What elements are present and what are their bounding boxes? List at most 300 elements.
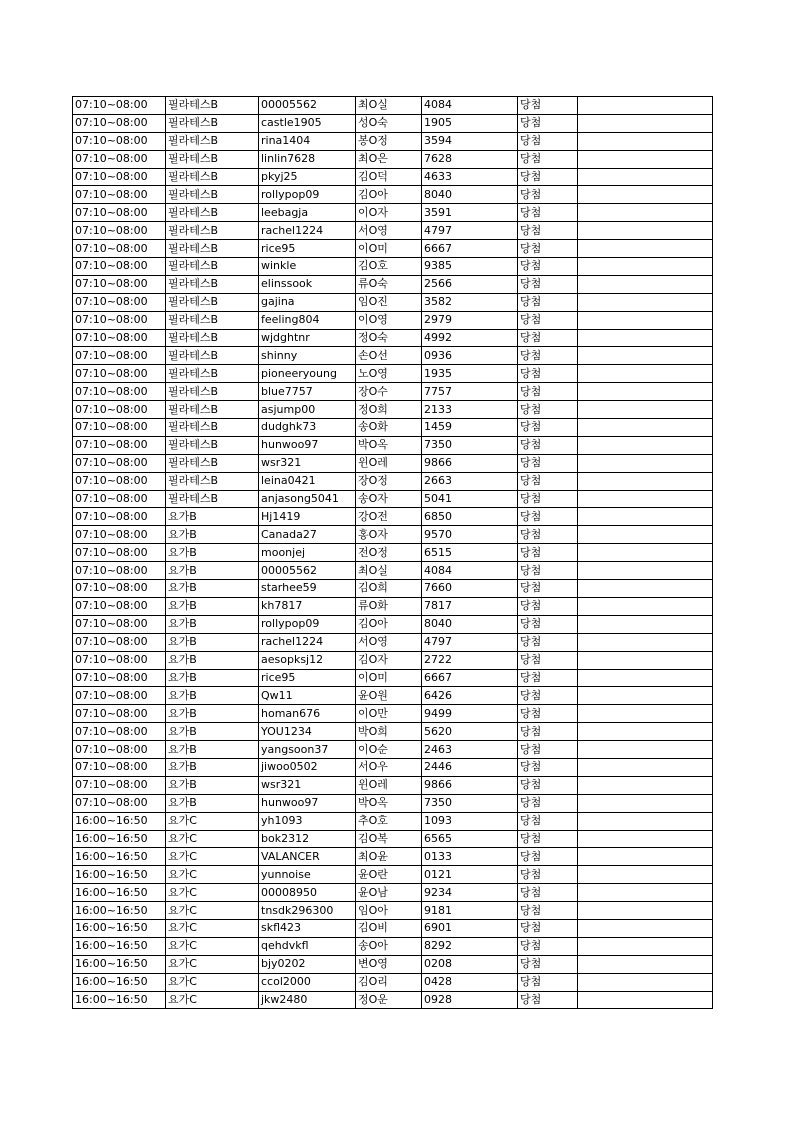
table-row [73, 919, 713, 937]
class-name-cell: 필라테스B [166, 436, 259, 454]
note-cell [578, 436, 713, 454]
note-cell [578, 687, 713, 705]
class-name-cell: 요가B [166, 526, 259, 544]
result-cell: 당첨 [518, 311, 578, 329]
table-row [73, 419, 713, 437]
note-cell [578, 490, 713, 508]
time-slot-cell: 07:10~08:00 [73, 329, 166, 347]
time-slot-cell: 07:10~08:00 [73, 615, 166, 633]
time-slot-cell: 07:10~08:00 [73, 454, 166, 472]
note-cell [578, 794, 713, 812]
result-cell: 당첨 [518, 150, 578, 168]
masked-name-cell: 최O은 [356, 150, 422, 168]
user-id-cell: skfl423 [259, 919, 356, 937]
table-row [73, 347, 713, 365]
result-cell: 당첨 [518, 240, 578, 258]
class-name-cell: 필라테스B [166, 275, 259, 293]
user-id-cell: homan676 [259, 705, 356, 723]
class-name-cell: 요가C [166, 937, 259, 955]
user-id-cell: gajina [259, 293, 356, 311]
masked-name-cell: 정O숙 [356, 329, 422, 347]
user-id-cell: leina0421 [259, 472, 356, 490]
phone-digits-cell: 2566 [422, 275, 518, 293]
masked-name-cell: 이O미 [356, 240, 422, 258]
result-cell: 당첨 [518, 222, 578, 240]
user-id-cell: wsr321 [259, 454, 356, 472]
result-cell: 당첨 [518, 794, 578, 812]
class-name-cell: 요가B [166, 758, 259, 776]
user-id-cell: feeling804 [259, 311, 356, 329]
phone-digits-cell: 3594 [422, 132, 518, 150]
table-row [73, 275, 713, 293]
class-name-cell: 요가B [166, 741, 259, 759]
table-row [73, 204, 713, 222]
note-cell [578, 848, 713, 866]
time-slot-cell: 16:00~16:50 [73, 919, 166, 937]
user-id-cell: rachel1224 [259, 633, 356, 651]
class-name-cell: 필라테스B [166, 186, 259, 204]
masked-name-cell: 서O우 [356, 758, 422, 776]
result-cell: 당첨 [518, 562, 578, 580]
masked-name-cell: 김O호 [356, 258, 422, 276]
note-cell [578, 902, 713, 920]
result-cell: 당첨 [518, 293, 578, 311]
user-id-cell: bok2312 [259, 830, 356, 848]
masked-name-cell: 윈O레 [356, 776, 422, 794]
time-slot-cell: 07:10~08:00 [73, 597, 166, 615]
masked-name-cell: 김O아 [356, 615, 422, 633]
masked-name-cell: 정O희 [356, 401, 422, 419]
masked-name-cell: 임O진 [356, 293, 422, 311]
time-slot-cell: 16:00~16:50 [73, 830, 166, 848]
class-name-cell: 필라테스B [166, 419, 259, 437]
result-cell: 당첨 [518, 973, 578, 991]
note-cell [578, 150, 713, 168]
phone-digits-cell: 7628 [422, 150, 518, 168]
result-cell: 당첨 [518, 436, 578, 454]
class-name-cell: 필라테스B [166, 454, 259, 472]
result-cell: 당첨 [518, 526, 578, 544]
user-id-cell: wsr321 [259, 776, 356, 794]
table-row [73, 365, 713, 383]
user-id-cell: rina1404 [259, 132, 356, 150]
class-name-cell: 필라테스B [166, 114, 259, 132]
phone-digits-cell: 9499 [422, 705, 518, 723]
masked-name-cell: 이O자 [356, 204, 422, 222]
result-cell: 당첨 [518, 991, 578, 1009]
table-row [73, 884, 713, 902]
note-cell [578, 633, 713, 651]
result-cell: 당첨 [518, 937, 578, 955]
table-row [73, 168, 713, 186]
table-row [73, 240, 713, 258]
masked-name-cell: 장O수 [356, 383, 422, 401]
phone-digits-cell: 6667 [422, 240, 518, 258]
user-id-cell: pkyj25 [259, 168, 356, 186]
time-slot-cell: 07:10~08:00 [73, 311, 166, 329]
time-slot-cell: 07:10~08:00 [73, 186, 166, 204]
phone-digits-cell: 4084 [422, 562, 518, 580]
result-cell: 당첨 [518, 669, 578, 687]
note-cell [578, 991, 713, 1009]
class-name-cell: 요가C [166, 848, 259, 866]
user-id-cell: rice95 [259, 240, 356, 258]
table-row [73, 830, 713, 848]
table-row [73, 580, 713, 598]
class-name-cell: 요가B [166, 776, 259, 794]
phone-digits-cell: 6515 [422, 544, 518, 562]
user-id-cell: winkle [259, 258, 356, 276]
user-id-cell: pioneeryoung [259, 365, 356, 383]
class-name-cell: 요가B [166, 597, 259, 615]
table-row [73, 812, 713, 830]
note-cell [578, 401, 713, 419]
masked-name-cell: 박O희 [356, 723, 422, 741]
result-cell: 당첨 [518, 472, 578, 490]
user-id-cell: jkw2480 [259, 991, 356, 1009]
user-id-cell: linlin7628 [259, 150, 356, 168]
time-slot-cell: 16:00~16:50 [73, 955, 166, 973]
phone-digits-cell: 6667 [422, 669, 518, 687]
phone-digits-cell: 1935 [422, 365, 518, 383]
phone-digits-cell: 7757 [422, 383, 518, 401]
class-name-cell: 요가C [166, 919, 259, 937]
phone-digits-cell: 0928 [422, 991, 518, 1009]
user-id-cell: wjdghtnr [259, 329, 356, 347]
result-cell: 당첨 [518, 758, 578, 776]
note-cell [578, 186, 713, 204]
time-slot-cell: 07:10~08:00 [73, 222, 166, 240]
phone-digits-cell: 8040 [422, 186, 518, 204]
masked-name-cell: 이O미 [356, 669, 422, 687]
time-slot-cell: 16:00~16:50 [73, 902, 166, 920]
user-id-cell: elinssook [259, 275, 356, 293]
masked-name-cell: 김O리 [356, 973, 422, 991]
masked-name-cell: 김O비 [356, 919, 422, 937]
result-cell: 당첨 [518, 168, 578, 186]
table-row [73, 758, 713, 776]
time-slot-cell: 07:10~08:00 [73, 168, 166, 186]
time-slot-cell: 07:10~08:00 [73, 258, 166, 276]
user-id-cell: qehdvkfl [259, 937, 356, 955]
user-id-cell: hunwoo97 [259, 436, 356, 454]
table-row [73, 937, 713, 955]
user-id-cell: starhee59 [259, 580, 356, 598]
phone-digits-cell: 5041 [422, 490, 518, 508]
time-slot-cell: 07:10~08:00 [73, 741, 166, 759]
result-cell: 당첨 [518, 919, 578, 937]
note-cell [578, 776, 713, 794]
masked-name-cell: 변O영 [356, 955, 422, 973]
class-name-cell: 필라테스B [166, 132, 259, 150]
phone-digits-cell: 4084 [422, 97, 518, 115]
class-name-cell: 필라테스B [166, 222, 259, 240]
masked-name-cell: 김O희 [356, 580, 422, 598]
masked-name-cell: 김O자 [356, 651, 422, 669]
user-id-cell: jiwoo0502 [259, 758, 356, 776]
phone-digits-cell: 6565 [422, 830, 518, 848]
phone-digits-cell: 1459 [422, 419, 518, 437]
masked-name-cell: 장O정 [356, 472, 422, 490]
phone-digits-cell: 0428 [422, 973, 518, 991]
phone-digits-cell: 3591 [422, 204, 518, 222]
note-cell [578, 955, 713, 973]
time-slot-cell: 07:10~08:00 [73, 776, 166, 794]
masked-name-cell: 윈O레 [356, 454, 422, 472]
user-id-cell: dudghk73 [259, 419, 356, 437]
phone-digits-cell: 4992 [422, 329, 518, 347]
note-cell [578, 705, 713, 723]
masked-name-cell: 김O덕 [356, 168, 422, 186]
user-id-cell: Qw11 [259, 687, 356, 705]
time-slot-cell: 16:00~16:50 [73, 973, 166, 991]
note-cell [578, 741, 713, 759]
table-row [73, 401, 713, 419]
result-cell: 당첨 [518, 597, 578, 615]
time-slot-cell: 16:00~16:50 [73, 991, 166, 1009]
note-cell [578, 884, 713, 902]
table-row [73, 562, 713, 580]
phone-digits-cell: 0121 [422, 866, 518, 884]
user-id-cell: VALANCER [259, 848, 356, 866]
table-row [73, 902, 713, 920]
note-cell [578, 472, 713, 490]
class-name-cell: 요가B [166, 794, 259, 812]
time-slot-cell: 16:00~16:50 [73, 866, 166, 884]
phone-digits-cell: 7660 [422, 580, 518, 598]
table-row [73, 633, 713, 651]
result-cell: 당첨 [518, 848, 578, 866]
time-slot-cell: 07:10~08:00 [73, 347, 166, 365]
note-cell [578, 669, 713, 687]
phone-digits-cell: 7817 [422, 597, 518, 615]
masked-name-cell: 손O선 [356, 347, 422, 365]
note-cell [578, 580, 713, 598]
phone-digits-cell: 8040 [422, 615, 518, 633]
phone-digits-cell: 8292 [422, 937, 518, 955]
table-row [73, 454, 713, 472]
note-cell [578, 365, 713, 383]
phone-digits-cell: 6901 [422, 919, 518, 937]
user-id-cell: yh1093 [259, 812, 356, 830]
time-slot-cell: 16:00~16:50 [73, 812, 166, 830]
result-cell: 당첨 [518, 723, 578, 741]
table-row [73, 508, 713, 526]
note-cell [578, 293, 713, 311]
user-id-cell: hunwoo97 [259, 794, 356, 812]
table-row [73, 597, 713, 615]
result-cell: 당첨 [518, 544, 578, 562]
result-cell: 당첨 [518, 275, 578, 293]
masked-name-cell: 정O운 [356, 991, 422, 1009]
note-cell [578, 258, 713, 276]
table-row [73, 293, 713, 311]
masked-name-cell: 류O숙 [356, 275, 422, 293]
time-slot-cell: 07:10~08:00 [73, 293, 166, 311]
time-slot-cell: 07:10~08:00 [73, 490, 166, 508]
phone-digits-cell: 6850 [422, 508, 518, 526]
table-row [73, 794, 713, 812]
table-row [73, 526, 713, 544]
result-cell: 당첨 [518, 454, 578, 472]
phone-digits-cell: 2463 [422, 741, 518, 759]
time-slot-cell: 07:10~08:00 [73, 633, 166, 651]
class-name-cell: 요가C [166, 884, 259, 902]
note-cell [578, 937, 713, 955]
note-cell [578, 723, 713, 741]
note-cell [578, 651, 713, 669]
class-name-cell: 요가C [166, 866, 259, 884]
table-row [73, 97, 713, 115]
user-id-cell: Hj1419 [259, 508, 356, 526]
table-row [73, 651, 713, 669]
note-cell [578, 311, 713, 329]
class-name-cell: 요가C [166, 991, 259, 1009]
time-slot-cell: 07:10~08:00 [73, 240, 166, 258]
phone-digits-cell: 1905 [422, 114, 518, 132]
class-name-cell: 필라테스B [166, 293, 259, 311]
winner-table-body [73, 97, 713, 1009]
class-name-cell: 요가B [166, 615, 259, 633]
table-row [73, 669, 713, 687]
phone-digits-cell: 9866 [422, 454, 518, 472]
note-cell [578, 383, 713, 401]
class-name-cell: 요가B [166, 508, 259, 526]
note-cell [578, 114, 713, 132]
phone-digits-cell: 0208 [422, 955, 518, 973]
table-row [73, 258, 713, 276]
time-slot-cell: 07:10~08:00 [73, 275, 166, 293]
phone-digits-cell: 4797 [422, 222, 518, 240]
class-name-cell: 필라테스B [166, 168, 259, 186]
user-id-cell: 00008950 [259, 884, 356, 902]
phone-digits-cell: 1093 [422, 812, 518, 830]
result-cell: 당첨 [518, 401, 578, 419]
time-slot-cell: 07:10~08:00 [73, 544, 166, 562]
note-cell [578, 562, 713, 580]
result-cell: 당첨 [518, 830, 578, 848]
table-row [73, 848, 713, 866]
time-slot-cell: 07:10~08:00 [73, 705, 166, 723]
masked-name-cell: 송O화 [356, 419, 422, 437]
table-row [73, 687, 713, 705]
phone-digits-cell: 4633 [422, 168, 518, 186]
phone-digits-cell: 9181 [422, 902, 518, 920]
user-id-cell: tnsdk296300 [259, 902, 356, 920]
result-cell: 당첨 [518, 615, 578, 633]
phone-digits-cell: 2133 [422, 401, 518, 419]
user-id-cell: Canada27 [259, 526, 356, 544]
user-id-cell: yunnoise [259, 866, 356, 884]
time-slot-cell: 07:10~08:00 [73, 97, 166, 115]
time-slot-cell: 07:10~08:00 [73, 794, 166, 812]
phone-digits-cell: 3582 [422, 293, 518, 311]
result-cell: 당첨 [518, 204, 578, 222]
masked-name-cell: 윤O란 [356, 866, 422, 884]
phone-digits-cell: 2722 [422, 651, 518, 669]
class-name-cell: 필라테스B [166, 240, 259, 258]
table-row [73, 723, 713, 741]
result-cell: 당첨 [518, 812, 578, 830]
class-name-cell: 요가C [166, 973, 259, 991]
table-row [73, 741, 713, 759]
class-name-cell: 필라테스B [166, 365, 259, 383]
time-slot-cell: 07:10~08:00 [73, 651, 166, 669]
table-row [73, 436, 713, 454]
table-row [73, 114, 713, 132]
masked-name-cell: 윤O원 [356, 687, 422, 705]
time-slot-cell: 07:10~08:00 [73, 562, 166, 580]
table-row [73, 991, 713, 1009]
time-slot-cell: 07:10~08:00 [73, 580, 166, 598]
note-cell [578, 973, 713, 991]
phone-digits-cell: 4797 [422, 633, 518, 651]
note-cell [578, 526, 713, 544]
time-slot-cell: 07:10~08:00 [73, 723, 166, 741]
table-row [73, 866, 713, 884]
class-name-cell: 요가B [166, 723, 259, 741]
user-id-cell: asjump00 [259, 401, 356, 419]
masked-name-cell: 김O복 [356, 830, 422, 848]
masked-name-cell: 임O아 [356, 902, 422, 920]
time-slot-cell: 07:10~08:00 [73, 687, 166, 705]
class-name-cell: 필라테스B [166, 329, 259, 347]
user-id-cell: yangsoon37 [259, 741, 356, 759]
phone-digits-cell: 2446 [422, 758, 518, 776]
phone-digits-cell: 0936 [422, 347, 518, 365]
class-name-cell: 요가C [166, 902, 259, 920]
time-slot-cell: 07:10~08:00 [73, 150, 166, 168]
table-row [73, 311, 713, 329]
class-name-cell: 필라테스B [166, 383, 259, 401]
time-slot-cell: 07:10~08:00 [73, 526, 166, 544]
result-cell: 당첨 [518, 329, 578, 347]
user-id-cell: YOU1234 [259, 723, 356, 741]
user-id-cell: rollypop09 [259, 615, 356, 633]
class-name-cell: 필라테스B [166, 472, 259, 490]
user-id-cell: anjasong5041 [259, 490, 356, 508]
table-row [73, 490, 713, 508]
note-cell [578, 758, 713, 776]
masked-name-cell: 류O화 [356, 597, 422, 615]
class-name-cell: 필라테스B [166, 401, 259, 419]
class-name-cell: 요가C [166, 955, 259, 973]
result-cell: 당첨 [518, 651, 578, 669]
masked-name-cell: 이O순 [356, 741, 422, 759]
class-name-cell: 요가B [166, 580, 259, 598]
phone-digits-cell: 7350 [422, 794, 518, 812]
table-row [73, 544, 713, 562]
user-id-cell: castle1905 [259, 114, 356, 132]
note-cell [578, 132, 713, 150]
result-cell: 당첨 [518, 705, 578, 723]
class-name-cell: 요가B [166, 687, 259, 705]
result-cell: 당첨 [518, 508, 578, 526]
result-cell: 당첨 [518, 776, 578, 794]
result-cell: 당첨 [518, 687, 578, 705]
masked-name-cell: 송O아 [356, 937, 422, 955]
phone-digits-cell: 6426 [422, 687, 518, 705]
masked-name-cell: 최O윤 [356, 848, 422, 866]
user-id-cell: 00005562 [259, 97, 356, 115]
time-slot-cell: 07:10~08:00 [73, 436, 166, 454]
user-id-cell: rice95 [259, 669, 356, 687]
note-cell [578, 544, 713, 562]
phone-digits-cell: 0133 [422, 848, 518, 866]
phone-digits-cell: 9234 [422, 884, 518, 902]
class-name-cell: 필라테스B [166, 258, 259, 276]
table-row [73, 615, 713, 633]
